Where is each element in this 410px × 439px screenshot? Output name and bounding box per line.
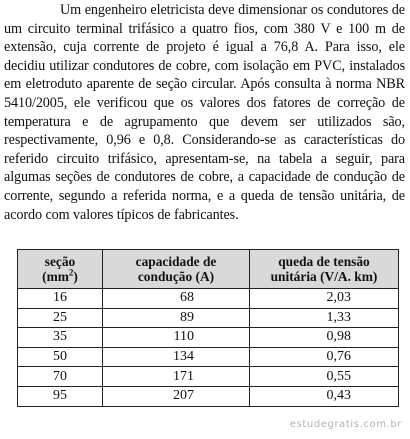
site-watermark: estudegratis.com.br [289, 419, 402, 430]
cell-section: 35 [18, 328, 103, 348]
cell-voltage-drop: 1,33 [250, 308, 399, 328]
question-body [4, 1, 405, 224]
cell-capacity: 207 [103, 386, 250, 406]
table-row [18, 367, 399, 387]
table-row [18, 308, 399, 328]
cell-section: 25 [18, 308, 103, 328]
question-text: Um engenheiro eletricista deve dimensionar os condutores de um circuito terminal trifásico a quatro fios, com 380 V e 100 m de extensão, cuja corrente de projeto é igual a 76,8 A. Para isso, ele decidiu utilizar condutores de cobre, com isolação em PVC, instalados em eletroduto aparente de seção circular. Após consulta à norma NBR 5410/2005, ele verificou que os valores dos fatores de correção de temperatura e de agrupamento que devem ser utilizados são, respectivamente, 0,96 e 0,8. Considerando-se as características do referido circuito trifásico, apresentam-se, na tabela a seguir, para algumas seções de condutores de cobre, a capacidade de condução de corrente, segundo a referida norma, e a queda de tensão unitária, de acordo com valores típicos de fabricantes. [4, 2, 405, 223]
table-header-row [18, 250, 399, 289]
cell-voltage-drop: 0,98 [250, 328, 399, 348]
data-table-container [17, 249, 398, 407]
cell-capacity: 171 [103, 367, 250, 387]
header-voltage-drop: queda de tensão unitária (V/A. km) [250, 250, 399, 289]
cell-capacity: 110 [103, 328, 250, 348]
table-row [18, 328, 399, 348]
cell-capacity: 134 [103, 347, 250, 367]
table-row [18, 386, 399, 406]
cell-capacity: 89 [103, 308, 250, 328]
header-section: seção $(mm^2)$ [18, 250, 103, 289]
header-capacity: capacidade de condução (A) [103, 250, 250, 289]
cell-section: 70 [18, 367, 103, 387]
cell-voltage-drop: 0,55 [250, 367, 399, 387]
cell-voltage-drop: 0,76 [250, 347, 399, 367]
table-row [18, 347, 399, 367]
conductor-table [17, 249, 399, 407]
cell-section: 16 [18, 289, 103, 309]
cell-voltage-drop: 2,03 [250, 289, 399, 309]
cell-voltage-drop: 0,43 [250, 386, 399, 406]
table-row [18, 289, 399, 309]
cell-section: 50 [18, 347, 103, 367]
cell-section: 95 [18, 386, 103, 406]
cell-capacity: 68 [103, 289, 250, 309]
